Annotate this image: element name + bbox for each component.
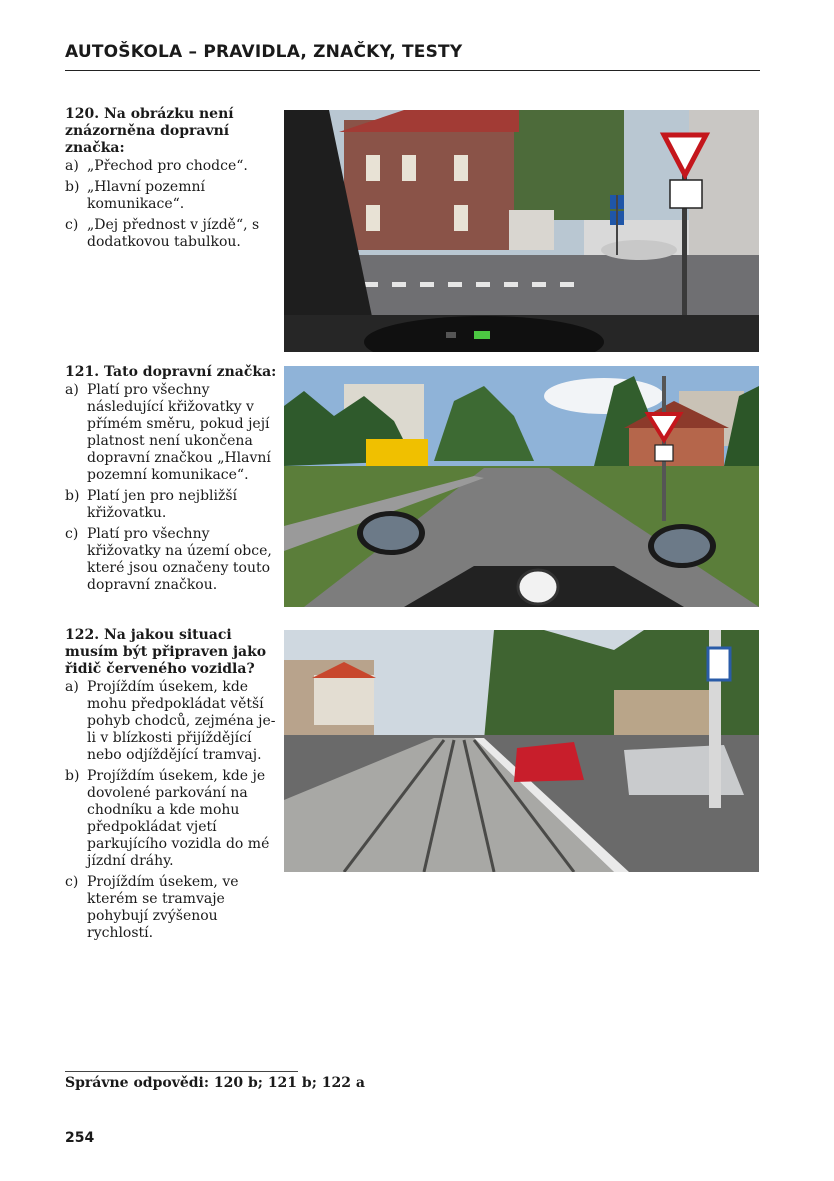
answer-a[interactable]	[65, 382, 280, 484]
answer-text: Platí pro všechny křižovatky na území obce, které jsou označeny touto dopravní značkou.	[87, 526, 272, 593]
question-title: 122. Na jakou situaci musím být připraven jako řidič červeného vozidla?	[65, 627, 267, 677]
question-121	[65, 364, 280, 598]
answer-list	[65, 679, 280, 942]
photo-121-motorcycle-road	[284, 366, 759, 607]
answer-a[interactable]	[65, 158, 280, 175]
answer-letter: c)	[65, 526, 79, 542]
intersection-scene-illustration	[284, 110, 759, 352]
answer-list	[65, 382, 280, 594]
motorcycle-road-scene-illustration	[284, 366, 759, 607]
answer-text: „Dej přednost v jízdě“, s dodatkovou tabulkou.	[87, 217, 260, 250]
answer-letter: b)	[65, 488, 80, 504]
answer-letter: a)	[65, 382, 79, 398]
answer-text: Projíždím úsekem, ve kterém se tramvaje pohybují zvýšenou rychlostí.	[87, 874, 239, 941]
page-number: 254	[65, 1130, 95, 1146]
photo-120-intersection	[284, 110, 759, 352]
answer-list	[65, 158, 280, 251]
photo-122-tram-street	[284, 630, 759, 872]
question-title: 120. Na obrázku není znázorněna dopravní značka:	[65, 106, 234, 156]
answer-text: Platí pro všechny následující křižovatky v přímém směru, pokud její platnost není ukončena dopravní značkou „Hlavní pozemní komunikace“.	[87, 382, 271, 483]
answer-b[interactable]	[65, 768, 280, 870]
answer-letter: a)	[65, 679, 79, 695]
answer-text: „Hlavní pozemní komunikace“.	[87, 179, 205, 212]
answer-c[interactable]	[65, 217, 280, 251]
correct-answers: Správne odpovědi: 120 b; 121 b; 122 a	[65, 1075, 365, 1091]
question-title: 121. Tato dopravní značka:	[65, 364, 277, 380]
footer-divider	[65, 1071, 298, 1072]
header-title: AUTOŠKOLA – PRAVIDLA, ZNAČKY, TESTY	[65, 42, 463, 62]
answer-letter: b)	[65, 768, 80, 784]
question-120	[65, 106, 280, 255]
answer-b[interactable]	[65, 488, 280, 522]
answer-c[interactable]	[65, 874, 280, 942]
answer-text: Projíždím úsekem, kde je dovolené parkování na chodníku a kde mohu předpokládat vjetí parkujícího vozidla do mé jízdní dráhy.	[87, 768, 270, 869]
answer-letter: c)	[65, 874, 79, 890]
answer-b[interactable]	[65, 179, 280, 213]
answer-letter: a)	[65, 158, 79, 174]
answer-text: „Přechod pro chodce“.	[87, 158, 248, 174]
answer-a[interactable]	[65, 679, 280, 764]
answer-letter: b)	[65, 179, 80, 195]
tram-street-scene-illustration	[284, 630, 759, 872]
answer-text: Projíždím úsekem, kde mohu předpokládat větší pohyb chodců, zejména je-li v blízkosti přijíždějící nebo odjíždějící tramvaj.	[87, 679, 276, 763]
answer-letter: c)	[65, 217, 79, 233]
page-header	[65, 42, 760, 71]
answer-text: Platí jen pro nejbližší křižovatku.	[87, 488, 238, 521]
answer-c[interactable]	[65, 526, 280, 594]
question-122	[65, 627, 280, 946]
